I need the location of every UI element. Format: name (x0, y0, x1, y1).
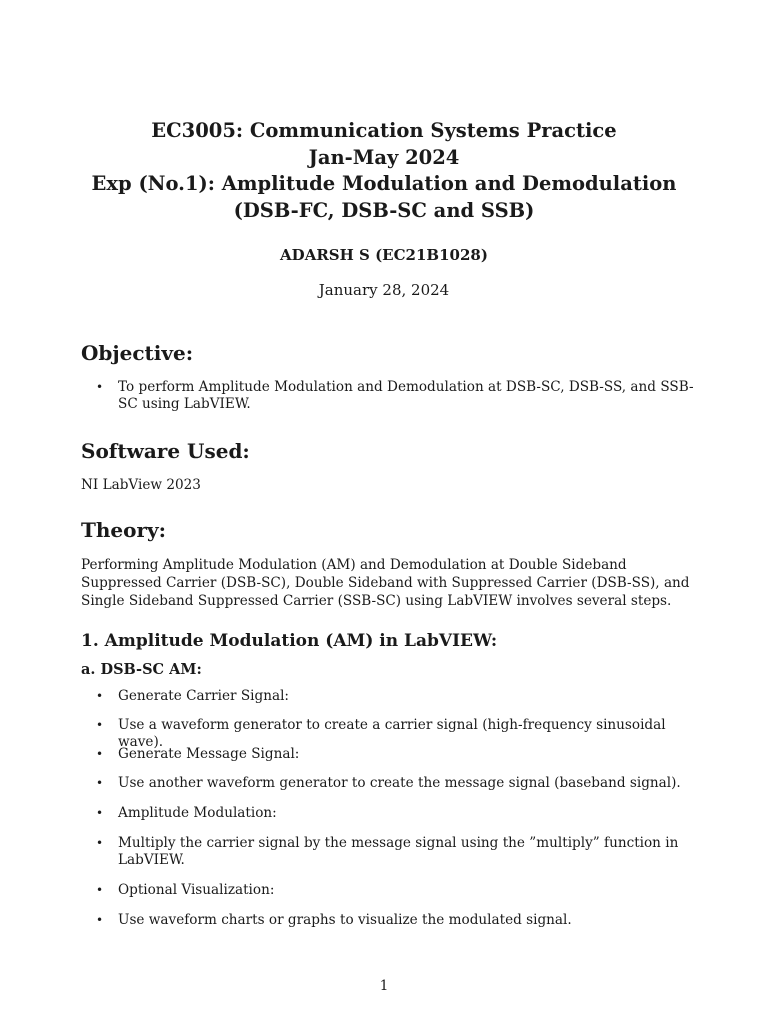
theory-list-item-7 (81, 882, 701, 899)
author: ADARSH S (EC21B1028) (280, 246, 488, 264)
bullet-icon: • (95, 747, 104, 761)
bullet-icon: • (95, 380, 104, 394)
list-item: • Generate Carrier Signal: (81, 688, 701, 705)
bullet-icon: • (95, 689, 104, 703)
theory-list-item-3 (81, 746, 701, 763)
title-subtitle: (DSB-FC, DSB-SC and SSB) (233, 198, 535, 222)
list-item: • Generate Message Signal: (81, 746, 701, 763)
theory-text-block (81, 556, 701, 610)
theory-list-item-5 (81, 805, 701, 822)
list-item: • To perform Amplitude Modulation and Demodulation at DSB-SC, DSB-SS, and SSB-SC using LabVIEW. (81, 379, 701, 413)
software-heading: Software Used: (81, 439, 250, 463)
subsection-am (81, 631, 701, 651)
software-text-block (81, 476, 701, 494)
theory-section (81, 518, 701, 542)
bullet-icon: • (95, 806, 104, 820)
software-text: NI LabView 2023 (81, 477, 201, 493)
title-block (0, 118, 768, 224)
theory-list-item-1 (81, 688, 701, 705)
objective-section (81, 341, 701, 365)
bullet-icon: • (95, 836, 104, 850)
title-experiment: Exp (No.1): Amplitude Modulation and Demodulation (91, 172, 677, 195)
theory-list-item-8 (81, 912, 701, 929)
list-item: • Optional Visualization: (81, 882, 701, 899)
title-course: EC3005: Communication Systems Practice (151, 119, 617, 142)
software-section (81, 439, 701, 463)
list-item: • Multiply the carrier signal by the message signal using the ”multiply” function in LabVIEW. (81, 835, 701, 869)
theory-heading: Theory: (81, 518, 167, 542)
objective-list (81, 379, 701, 413)
theory-list-item-6 (81, 835, 701, 869)
bullet-icon: • (95, 913, 104, 927)
theory-text: Performing Amplitude Modulation (AM) and Demodulation at Double Sideband Suppressed Carrier (DSB-SC), Double Sideband with Suppressed Carrier (DSB-SS), and Single Sideband Suppressed Carrier (SSB-SC) using LabVIEW involves several steps. (81, 557, 690, 609)
list-item: • Amplitude Modulation: (81, 805, 701, 822)
subsubsection-heading: a. DSB-SC AM: (81, 661, 202, 678)
bullet-icon: • (95, 776, 104, 790)
date: January 28, 2024 (318, 281, 450, 299)
list-item: • Use another waveform generator to create the message signal (baseband signal). (81, 775, 701, 792)
page-number: 1 (379, 978, 389, 994)
subsubsection-dsb-sc (81, 661, 701, 678)
list-item: • Use waveform charts or graphs to visualize the modulated signal. (81, 912, 701, 929)
subsection-heading: 1. Amplitude Modulation (AM) in LabVIEW: (81, 631, 498, 651)
title-term: Jan-May 2024 (308, 145, 460, 169)
theory-list-item-4 (81, 775, 701, 792)
objective-heading: Objective: (81, 341, 194, 365)
bullet-icon: • (95, 718, 104, 732)
list-item: • Use a waveform generator to create a carrier signal (high-frequency sinusoidal wave). (81, 717, 701, 751)
bullet-icon: • (95, 883, 104, 897)
